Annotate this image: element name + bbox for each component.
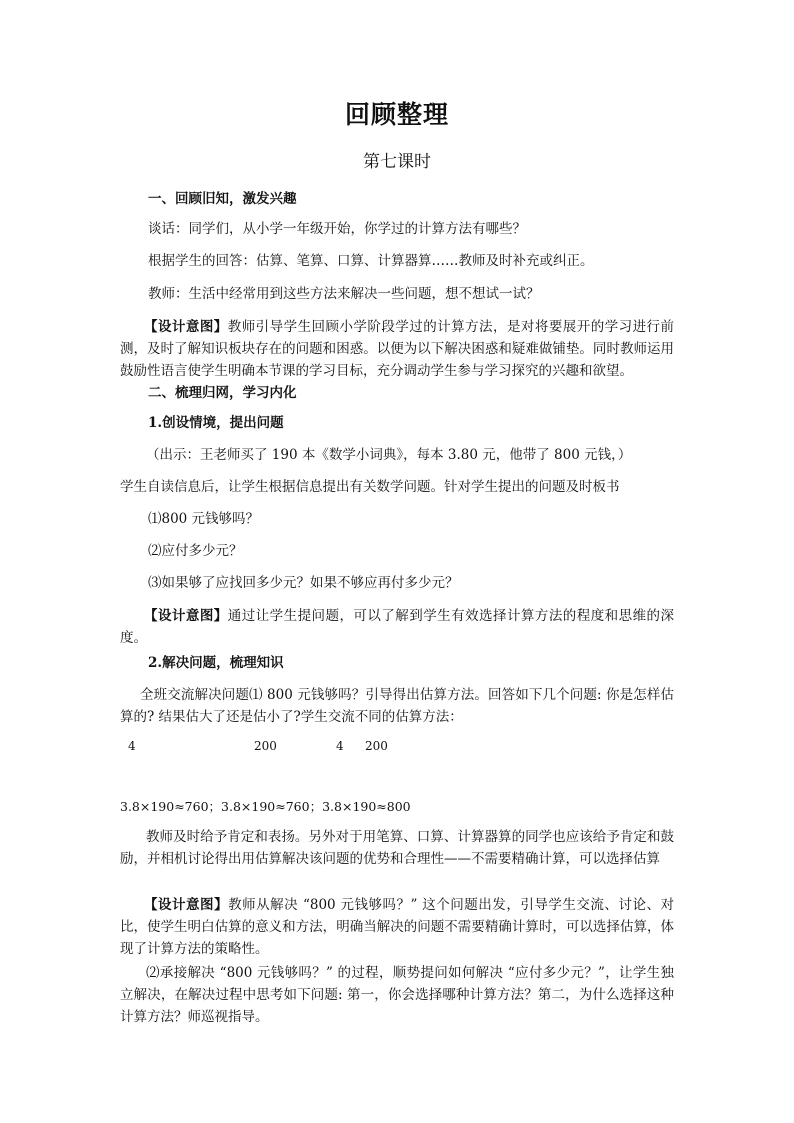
page-subtitle: 第七课时 [363,152,431,172]
estimate-formulas: 3.8×190≈760；3.8×190≈760；3.8×190≈800 [120,799,411,814]
estimate-number-1: 4 [128,739,136,753]
subsection-2-heading: 2.解决问题，梳理知识 [148,655,284,671]
estimate-number-4: 200 [365,739,388,753]
subsection-1-heading: 1.创设情境，提出问题 [148,415,284,431]
design-intent-3-text: 教师从解决 “800 元钱够吗？” 这个问题出发，引导学生交流、讨论、对比，使学生明白估算的意义和方法，明确当解决的问题不需要精确计算时，可以选择估算，体现了计算方法的策略性。 [120,897,674,957]
section-2-heading: 二、梳理归网，学习内化 [148,385,297,401]
page-title: 回顾整理 [344,100,449,129]
design-label: 【设计意图】 [144,897,229,913]
design-intent-3 [120,894,674,960]
paragraph-continue: ⑵承接解决 “800 元钱够吗？” 的过程，顺势提问如何解决 “应付多少元？”，让学生独立解决，在解决过程中思考如下问题: 第一，你会选择哪种计算方法？第二，为什么选择这种计算方法？师巡视指导。 [120,965,674,1025]
design-intent-1-text: 教师引导学生回顾小学阶段学过的计算方法，是对将要展开的学习进行前测，及时了解知识板块存在的问题和困惑。以便为以下解决困惑和疑难做铺垫。同时教师运用鼓励性语言使学生明确本节课的学习目标，充分调动学生参与学习探究的兴趣和欲望。 [120,319,675,379]
estimate-number-3: 4 [336,739,344,753]
question-1: ⑴800 元钱够吗？ [148,511,260,527]
paragraph-show: （出示：王老师买了 190 本《数学小词典》，每本 3.80 元，他带了 800 元钱，） [146,447,632,463]
paragraph-praise: 教师及时给予肯定和表扬。另外对于用笔算、口算、计算器算的同学也应该给予肯定和鼓励，并相机讨论得出用估算解决该问题的优势和合理性——不需要精确计算，可以选择估算 [120,829,674,867]
design-label: 【设计意图】 [144,608,228,624]
design-intent-2 [120,605,674,649]
paragraph-student-read: 学生自读信息后，让学生根据信息提出有关数学问题。针对学生提出的问题及时板书 [120,479,620,495]
design-label: 【设计意图】 [144,319,228,335]
paragraph-teacher: 教师：生活中经常用到这些方法来解决一些问题，想不想试一试？ [148,286,540,302]
question-2: ⑵应付多少元？ [148,543,243,559]
estimate-number-2: 200 [254,739,277,753]
design-intent-2-text: 通过让学生提问题，可以了解到学生有效选择计算方法的程度和思维的深度。 [120,608,675,646]
paragraph-class-exchange: 全班交流解决问题⑴ 800 元钱够吗？引导得出估算方法。回答如下几个问题: 你是怎样估算的? 结果估大了还是估小了?学生交流不同的估算方法： [120,687,674,725]
question-3: ⑶如果够了应找回多少元？如果不够应再付多少元？ [148,575,459,591]
paragraph-talk: 谈话：同学们，从小学一年级开始，你学过的计算方法有哪些？ [148,221,526,237]
design-intent-1 [120,316,674,382]
section-1-heading: 一、回顾旧知，激发兴趣 [148,191,297,207]
paragraph-answer: 根据学生的回答：估算、笔算、口算、计算器算……教师及时补充或纠正。 [148,253,594,269]
